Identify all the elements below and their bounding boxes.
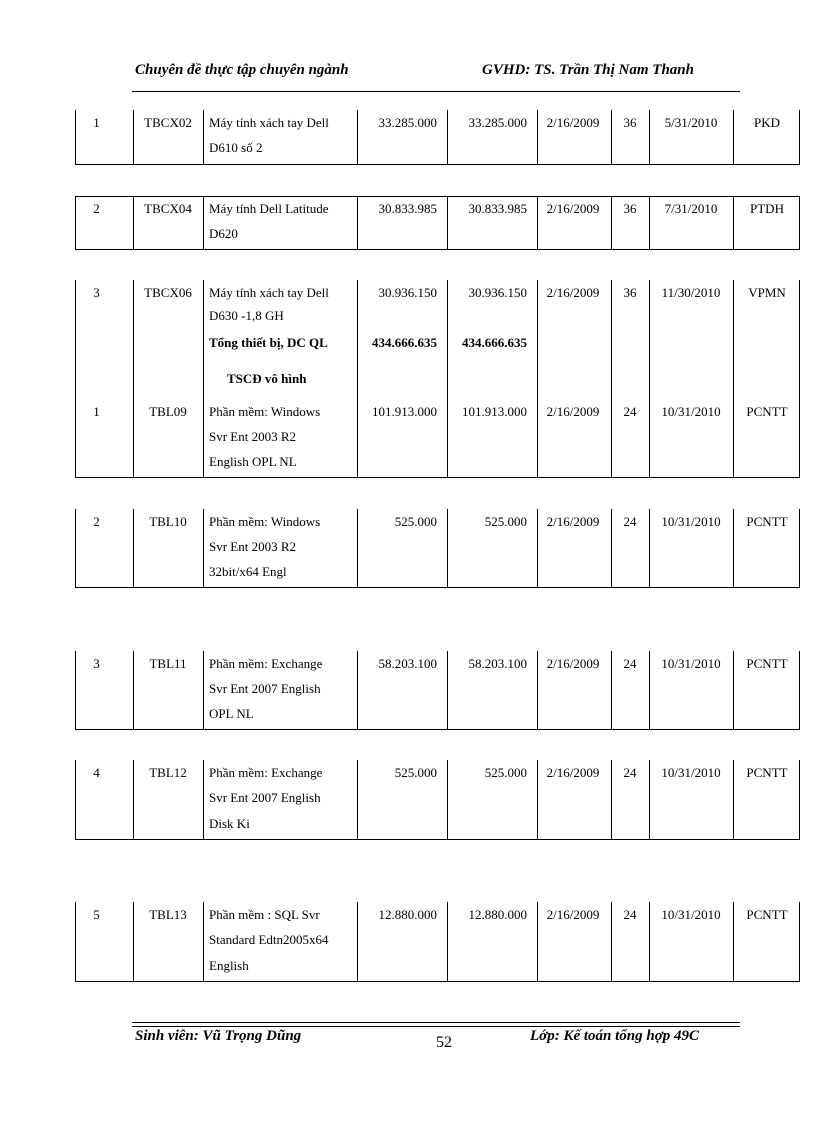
footer-class: Lớp: Kế toán tổng hợp 49C [530,1028,700,1044]
cell-end-date: 10/31/2010 [661,765,721,780]
cell-date: 2/16/2009 [546,404,600,419]
cell-code: TBL11 [149,656,187,671]
cell-dept: PCNTT [746,514,788,529]
cell-dept: PCNTT [746,404,788,419]
cell-original-value: 525.000 [394,514,437,529]
cell-name: Phần mềm: Windows [209,514,321,529]
cell-date: 2/16/2009 [546,765,600,780]
cell-value: 33.285.000 [468,115,527,130]
cell-name: Phần mềm: Windows [209,404,321,419]
header-title: Chuyên đề thực tập chuyên ngành [135,62,349,78]
cell-name: Phần mềm: Exchange [209,656,323,671]
cell-original-value: 58.203.100 [378,656,437,671]
cell-value: 101.913.000 [462,404,527,419]
cell-date: 2/16/2009 [546,514,600,529]
cell-value: 30.936.150 [468,285,527,300]
table-row [75,760,800,786]
cell-name: Phần mềm: Exchange [209,765,323,780]
cell-value: 525.000 [484,765,527,780]
cell-name-line: D630 -1,8 GH [209,308,284,323]
cell-code: TBCX06 [144,285,192,300]
cell-dept: PKD [753,115,780,130]
cell-code: TBL10 [149,514,187,529]
cell-dept: PCNTT [746,765,788,780]
cell-dept: PCNTT [746,656,788,671]
cell-life: 24 [623,907,637,922]
cell-code: TBCX04 [144,201,192,216]
subtotal-value: 434.666.635 [462,335,527,350]
cell-code: TBL13 [149,907,187,922]
header-supervisor: GVHD: TS. Trần Thị Nam Thanh [482,62,694,78]
cell-name: Máy tính xách tay Dell [209,285,329,300]
cell-value: 58.203.100 [468,656,527,671]
cell-name: Phần mềm : SQL Svr [209,907,320,922]
cell-name-line: Svr Ent 2003 R2 [209,539,297,554]
table-row [75,509,800,535]
cell-name-line: Svr Ent 2003 R2 [209,429,297,444]
cell-life: 36 [623,285,637,300]
cell-name-line: Svr Ent 2007 English [209,790,321,805]
cell-life: 24 [623,656,637,671]
cell-stt: 3 [93,285,100,300]
cell-value: 525.000 [484,514,527,529]
table-row [75,902,800,928]
table-block-4 [75,509,800,588]
table-block-1 [75,110,800,165]
table-block-6 [75,760,800,840]
cell-original-value: 12.880.000 [378,907,437,922]
subtotal-original-value: 434.666.635 [372,335,437,350]
cell-name-line: English OPL NL [209,454,297,469]
cell-name-line: D620 [209,226,238,241]
cell-stt: 2 [93,514,100,529]
section-label: TSCĐ vô hình [227,371,307,386]
cell-end-date: 5/31/2010 [664,115,718,130]
cell-stt: 3 [93,656,100,671]
cell-name-line: Svr Ent 2007 English [209,681,321,696]
section-row [75,366,800,392]
table-row [75,196,800,222]
table-row [75,399,800,425]
page-number: 52 [436,1034,452,1051]
subtotal-row [75,330,800,356]
cell-end-date: 10/31/2010 [661,656,721,671]
cell-life: 24 [623,514,637,529]
cell-stt: 2 [93,201,100,216]
cell-name: Máy tính Dell Latitude [209,201,329,216]
cell-name-line: D610 số 2 [209,140,263,155]
cell-date: 2/16/2009 [546,201,600,216]
cell-stt: 5 [93,907,100,922]
cell-original-value: 30.833.985 [378,201,437,216]
cell-life: 36 [623,201,637,216]
table-row [75,110,800,136]
cell-date: 2/16/2009 [546,285,600,300]
cell-end-date: 10/31/2010 [661,404,721,419]
cell-dept: PCNTT [746,907,788,922]
footer-rule [132,1022,740,1023]
cell-original-value: 525.000 [394,765,437,780]
footer-student: Sinh viên: Vũ Trọng Dũng [135,1028,302,1044]
cell-name-line: Disk Ki [209,816,250,831]
cell-end-date: 11/30/2010 [661,285,721,300]
cell-stt: 1 [93,115,100,130]
cell-end-date: 10/31/2010 [661,907,721,922]
table-block-2 [75,196,800,250]
cell-name-line: Standard Edtn2005x64 [209,932,329,947]
subtotal-label: Tổng thiết bị, DC QL [209,335,328,350]
table-block-5 [75,651,800,730]
cell-stt: 4 [93,765,100,780]
cell-date: 2/16/2009 [546,907,600,922]
cell-original-value: 33.285.000 [378,115,437,130]
cell-code: TBL09 [149,404,187,419]
cell-dept: VPMN [748,285,786,300]
header-rule [132,91,740,92]
table-row [75,651,800,677]
cell-original-value: 30.936.150 [378,285,437,300]
cell-code: TBCX02 [144,115,192,130]
table-block-3 [75,280,800,478]
cell-name-line: English [209,958,249,973]
cell-value: 30.833.985 [468,201,527,216]
cell-original-value: 101.913.000 [372,404,437,419]
cell-name-line: 32bit/x64 Engl [209,564,287,579]
cell-dept: PTDH [750,201,784,216]
cell-name: Máy tính xách tay Dell [209,115,329,130]
cell-name-line: OPL NL [209,706,254,721]
cell-end-date: 7/31/2010 [664,201,718,216]
cell-value: 12.880.000 [468,907,527,922]
table-block-7 [75,902,800,982]
cell-end-date: 10/31/2010 [661,514,721,529]
cell-life: 24 [623,765,637,780]
cell-stt: 1 [93,404,100,419]
cell-date: 2/16/2009 [546,115,600,130]
footer-rule-double [132,1026,740,1027]
cell-life: 24 [623,404,637,419]
cell-code: TBL12 [149,765,187,780]
cell-date: 2/16/2009 [546,656,600,671]
cell-life: 36 [623,115,637,130]
